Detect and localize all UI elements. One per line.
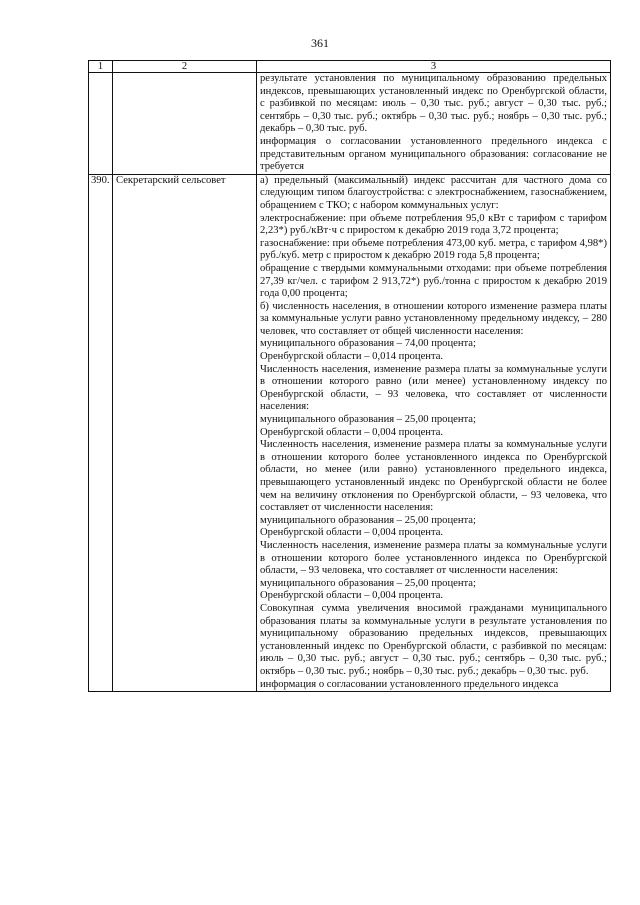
detail-paragraph: муниципального образования – 25,00 процента; [260,414,476,426]
detail-paragraph: а) предельный (максимальный) индекс рассчитан для частного дома со следующим типом благоустройства: с электроснабжением, газоснабжением, обращением с ТКО; с набором коммунальных услуг: [260,174,607,211]
continuation-text-cell [257,73,611,175]
header-col-3: 3 [257,61,611,73]
detail-paragraph: Совокупная сумма увеличения вносимой гражданами муниципального образования платы за коммунальные услуги в результате установления по муниципальному образованию предельных индексов, превышающих установленный индекс по Оренбургской области, с разбивкой по месяцам: июль – 0,30 тыс. руб.; август – 0,30 тыс. руб.; сентябрь – 0,30 тыс. руб.; октябрь – 0,30 тыс. руб.; ноябрь – 0,30 тыс. руб.; декабрь – 0,30 тыс. руб. [260,602,607,677]
page-number: 361 [311,36,329,50]
detail-paragraph: Оренбургской области – 0,014 процента. [260,351,444,363]
continuation-number-cell [89,73,113,175]
detail-paragraph: муниципального образования – 25,00 процента; [260,514,476,526]
header-col-1: 1 [89,61,113,73]
detail-paragraph: Численность населения, изменение размера платы за коммунальные услуги в отношении которого более установленного индекса по Оренбургской области, – 93 человека, что составляет от численности населения: [260,539,607,577]
detail-paragraph: Оренбургской области – 0,004 процента. [260,426,444,438]
continuation-paragraph: информация о согласовании установленного предельного индекса с представительным органом муниципального образования: согласование не требуется [260,135,607,173]
continuation-row [89,73,611,175]
detail-paragraph: муниципального образования – 74,00 процента; [260,338,476,350]
row-number: 390. [89,174,113,691]
detail-paragraph: Численность населения, изменение размера платы за коммунальные услуги в отношении которого равно (или менее) установленному индексу по Оренбургской области, – 93 человека, что составляет от численности населения: [260,363,607,413]
detail-paragraph: газоснабжение: при объеме потребления 473,00 куб. метра, с тарифом 4,98*) руб./куб. метр с приростом к декабрю 2019 года 5,8 процента; [260,237,607,262]
detail-paragraph: б) численность населения, в отношении которого изменение размера платы за коммунальные услуги равно установленному предельному индексу, – 280 человек, что составляет от общей численности населения: [260,300,607,337]
detail-paragraph: обращение с твердыми коммунальными отходами: при объеме потребления 27,39 кг/чел. с тарифом 2 913,72*) руб./тонна с приростом к декабрю 2019 года 0,00 процента; [260,262,607,300]
header-col-2: 2 [113,61,257,73]
continuation-name-cell [113,73,257,175]
detail-paragraph: Численность населения, изменение размера платы за коммунальные услуги в отношении которого более установленного индекса по Оренбургской области, но менее (или равно) установленного предельного индекса, превышающего установленный индекс по Оренбургской области не более чем на величину отклонения по Оренбургской области, – 93 человека, что составляет от численности населения: [260,439,607,514]
detail-paragraph: электроснабжение: при объеме потребления 95,0 кВт с тарифом с тарифом 2,23*) руб./кВт·ч с приростом к декабрю 2019 года 3,72 процента; [260,212,607,237]
table-row [89,174,611,691]
continuation-paragraph: результате установления по муниципальному образованию предельных индексов, превышающих установленный индекс по Оренбургской области, с разбивкой по месяцам: июль – 0,30 тыс. руб.; август – 0,30 тыс. руб.; сентябрь – 0,30 тыс. руб.; октябрь – 0,30 тыс. руб.; ноябрь – 0,30 тыс. руб.; декабрь – 0,30 тыс. руб. [260,73,607,135]
row-details-cell [257,174,611,691]
indices-table [88,60,611,692]
detail-paragraph: Оренбургской области – 0,004 процента. [260,590,444,602]
municipality-name: Секретарский сельсовет [113,174,257,691]
detail-paragraph: Оренбургской области – 0,004 процента. [260,527,444,539]
detail-paragraph: информация о согласовании установленного предельного индекса [260,678,559,690]
detail-paragraph: муниципального образования – 25,00 процента; [260,577,476,589]
header-row [89,61,611,73]
